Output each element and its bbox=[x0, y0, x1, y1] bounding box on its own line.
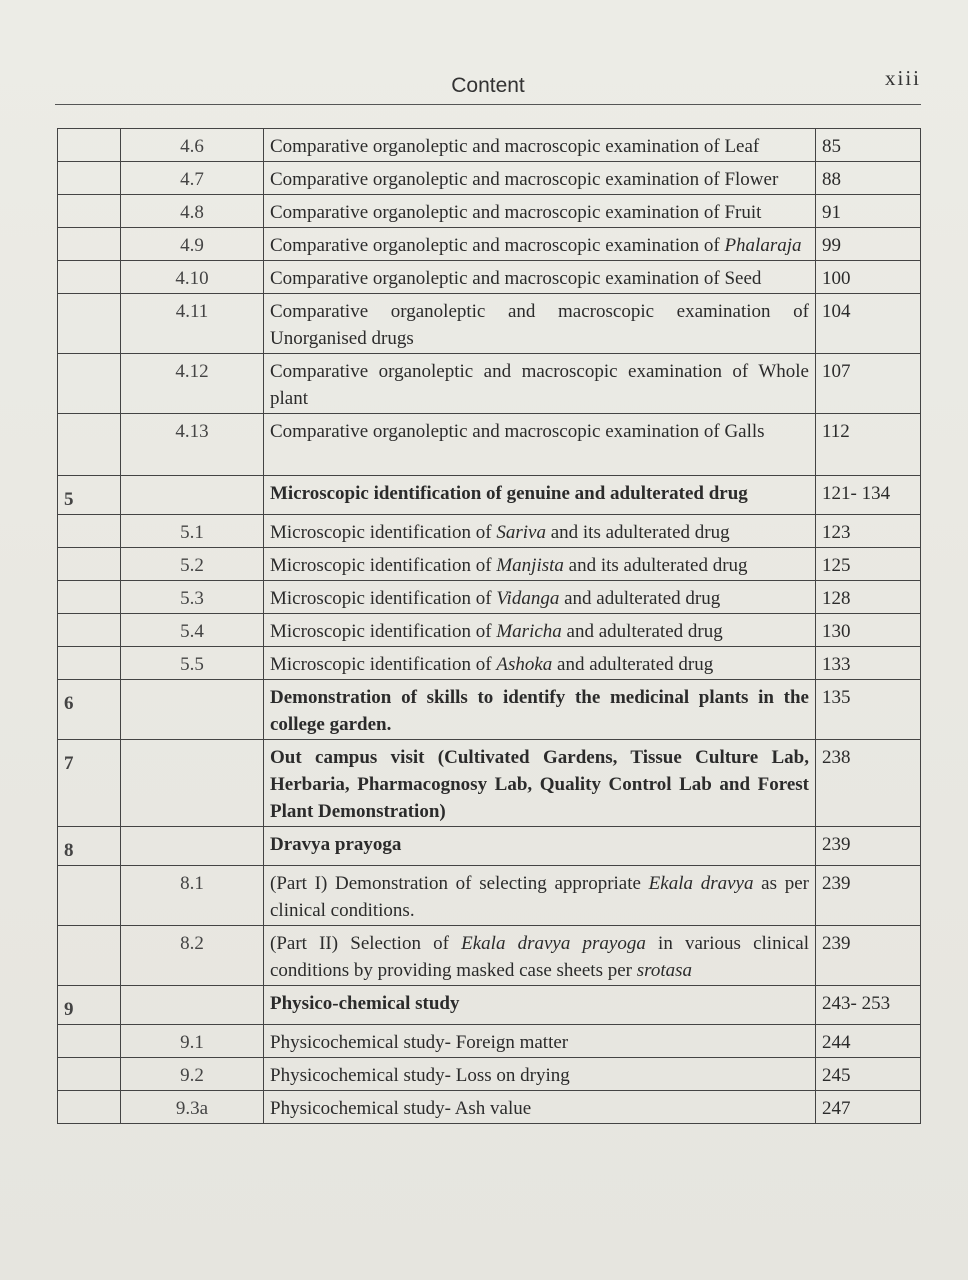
page-ref: 100 bbox=[816, 261, 921, 294]
section-number: 8.2 bbox=[121, 926, 264, 986]
chapter-title: Microscopic identification of genuine and adulterated drug bbox=[264, 476, 816, 515]
title-italic: Vidanga bbox=[496, 588, 560, 609]
table-row bbox=[58, 647, 921, 680]
running-title: Content bbox=[451, 74, 525, 97]
title-text: Microscopic identification of bbox=[270, 654, 497, 675]
section-number: 4.9 bbox=[121, 228, 264, 261]
section-number: 4.10 bbox=[121, 261, 264, 294]
page-ref: 130 bbox=[816, 614, 921, 647]
page-ref: 245 bbox=[816, 1058, 921, 1091]
title-text: and its adulterated drug bbox=[545, 522, 730, 543]
section-number: 8.1 bbox=[121, 866, 264, 926]
page-ref: 128 bbox=[816, 581, 921, 614]
page-ref: 244 bbox=[816, 1025, 921, 1058]
entry-title bbox=[264, 228, 816, 261]
chapter-cell bbox=[58, 354, 121, 414]
chapter-cell bbox=[58, 195, 121, 228]
page-ref: 91 bbox=[816, 195, 921, 228]
chapter-cell bbox=[58, 926, 121, 986]
page-ref: 88 bbox=[816, 162, 921, 195]
page-ref: 133 bbox=[816, 647, 921, 680]
entry-title bbox=[264, 866, 816, 926]
chapter-cell bbox=[58, 515, 121, 548]
title-text: (Part II) Selection of bbox=[270, 933, 462, 954]
title-text: in various clinical conditions by providing masked case sheets per bbox=[270, 933, 810, 981]
entry-title bbox=[264, 647, 816, 680]
page-ref: 104 bbox=[816, 294, 921, 354]
table-row bbox=[58, 1058, 921, 1091]
entry-title bbox=[264, 581, 816, 614]
title-text: Microscopic identification of bbox=[270, 522, 497, 543]
chapter-cell bbox=[58, 1091, 121, 1124]
chapter-number: 8 bbox=[58, 827, 121, 866]
chapter-cell bbox=[58, 129, 121, 162]
page-ref: 121- 134 bbox=[816, 476, 921, 515]
page-ref: 239 bbox=[816, 866, 921, 926]
chapter-title: Dravya prayoga bbox=[264, 827, 816, 866]
entry-title: Comparative organoleptic and macroscopic examination of Galls bbox=[264, 414, 816, 476]
section-number: 4.11 bbox=[121, 294, 264, 354]
table-row bbox=[58, 680, 921, 740]
table-row bbox=[58, 294, 921, 354]
table-row bbox=[58, 614, 921, 647]
section-number: 4.13 bbox=[121, 414, 264, 476]
section-number bbox=[121, 986, 264, 1025]
table-row bbox=[58, 261, 921, 294]
title-italic: Manjista bbox=[496, 555, 564, 576]
section-number: 9.2 bbox=[121, 1058, 264, 1091]
title-italic: Maricha bbox=[496, 621, 562, 642]
table-row bbox=[58, 195, 921, 228]
chapter-cell bbox=[58, 162, 121, 195]
chapter-cell bbox=[58, 228, 121, 261]
table-row bbox=[58, 228, 921, 261]
page-ref: 135 bbox=[816, 680, 921, 740]
chapter-title: Demonstration of skills to identify the medicinal plants in the college garden. bbox=[264, 680, 816, 740]
table-row bbox=[58, 581, 921, 614]
title-text: and adulterated drug bbox=[559, 588, 721, 609]
table-row bbox=[58, 926, 921, 986]
entry-title: Comparative organoleptic and macroscopic examination of Leaf bbox=[264, 129, 816, 162]
title-italic: Ashoka bbox=[496, 654, 553, 675]
page-ref: 85 bbox=[816, 129, 921, 162]
entry-title: Physicochemical study- Foreign matter bbox=[264, 1025, 816, 1058]
entry-title bbox=[264, 614, 816, 647]
section-number bbox=[121, 740, 264, 827]
entry-title: Comparative organoleptic and macroscopic examination of Whole plant bbox=[264, 354, 816, 414]
section-number: 5.1 bbox=[121, 515, 264, 548]
chapter-number: 6 bbox=[58, 680, 121, 740]
page-ref: 239 bbox=[816, 827, 921, 866]
chapter-number: 7 bbox=[58, 740, 121, 827]
page-ref: 123 bbox=[816, 515, 921, 548]
title-text: (Part I) Demonstration of selecting appropriate bbox=[270, 873, 649, 894]
table-row bbox=[58, 548, 921, 581]
chapter-number: 9 bbox=[58, 986, 121, 1025]
chapter-cell bbox=[58, 647, 121, 680]
chapter-cell bbox=[58, 294, 121, 354]
entry-title: Physicochemical study- Loss on drying bbox=[264, 1058, 816, 1091]
title-text: and its adulterated drug bbox=[563, 555, 748, 576]
title-text: Microscopic identification of bbox=[270, 588, 497, 609]
page-ref: 243- 253 bbox=[816, 986, 921, 1025]
section-number: 9.3a bbox=[121, 1091, 264, 1124]
title-text: as per clinical conditions. bbox=[270, 873, 809, 921]
table-row bbox=[58, 129, 921, 162]
title-text: Comparative organoleptic and macroscopic examination of bbox=[270, 235, 725, 256]
chapter-cell bbox=[58, 261, 121, 294]
section-number: 5.4 bbox=[121, 614, 264, 647]
section-number bbox=[121, 476, 264, 515]
section-number: 4.6 bbox=[121, 129, 264, 162]
table-row bbox=[58, 986, 921, 1025]
section-number bbox=[121, 827, 264, 866]
page-ref: 112 bbox=[816, 414, 921, 476]
chapter-cell bbox=[58, 414, 121, 476]
entry-title bbox=[264, 515, 816, 548]
chapter-cell bbox=[58, 581, 121, 614]
page-ref: 239 bbox=[816, 926, 921, 986]
section-number: 4.12 bbox=[121, 354, 264, 414]
title-italic: Ekala dravya prayoga bbox=[461, 933, 646, 954]
table-row bbox=[58, 866, 921, 926]
page-ref: 247 bbox=[816, 1091, 921, 1124]
entry-title: Comparative organoleptic and macroscopic examination of Unorganised drugs bbox=[264, 294, 816, 354]
table-row bbox=[58, 515, 921, 548]
table-row bbox=[58, 414, 921, 476]
title-italic: Sariva bbox=[496, 522, 546, 543]
page-ref: 238 bbox=[816, 740, 921, 827]
table-row bbox=[58, 354, 921, 414]
table-row bbox=[58, 1091, 921, 1124]
chapter-cell bbox=[58, 866, 121, 926]
table-row bbox=[58, 740, 921, 827]
title-text: and adulterated drug bbox=[561, 621, 723, 642]
title-italic: srotasa bbox=[636, 960, 692, 981]
table-row bbox=[58, 476, 921, 515]
title-text: Microscopic identification of bbox=[270, 555, 497, 576]
page-ref: 99 bbox=[816, 228, 921, 261]
chapter-cell bbox=[58, 614, 121, 647]
chapter-cell bbox=[58, 1058, 121, 1091]
chapter-number: 5 bbox=[58, 476, 121, 515]
chapter-title: Out campus visit (Cultivated Gardens, Tissue Culture Lab, Herbaria, Pharmacognosy Lab, Quality Control Lab and Forest Plant Demonstration) bbox=[264, 740, 816, 827]
entry-title bbox=[264, 926, 816, 986]
table-row bbox=[58, 827, 921, 866]
entry-title: Comparative organoleptic and macroscopic examination of Seed bbox=[264, 261, 816, 294]
section-number: 5.3 bbox=[121, 581, 264, 614]
chapter-title: Physico-chemical study bbox=[264, 986, 816, 1025]
table-row bbox=[58, 1025, 921, 1058]
section-number bbox=[121, 680, 264, 740]
section-number: 4.7 bbox=[121, 162, 264, 195]
title-text: and adulterated drug bbox=[552, 654, 714, 675]
table-row bbox=[58, 162, 921, 195]
entry-title: Comparative organoleptic and macroscopic examination of Flower bbox=[264, 162, 816, 195]
entry-title: Physicochemical study- Ash value bbox=[264, 1091, 816, 1124]
chapter-cell bbox=[58, 548, 121, 581]
entry-title bbox=[264, 548, 816, 581]
section-number: 9.1 bbox=[121, 1025, 264, 1058]
title-italic: Phalaraja bbox=[724, 235, 802, 256]
contents-table bbox=[57, 128, 921, 1124]
title-text: Microscopic identification of bbox=[270, 621, 497, 642]
page-ref: 107 bbox=[816, 354, 921, 414]
section-number: 4.8 bbox=[121, 195, 264, 228]
section-number: 5.2 bbox=[121, 548, 264, 581]
page-number: xiii bbox=[884, 66, 921, 90]
entry-title: Comparative organoleptic and macroscopic examination of Fruit bbox=[264, 195, 816, 228]
section-number: 5.5 bbox=[121, 647, 264, 680]
chapter-cell bbox=[58, 1025, 121, 1058]
page-ref: 125 bbox=[816, 548, 921, 581]
title-italic: Ekala dravya bbox=[648, 873, 754, 894]
page-header bbox=[55, 66, 921, 105]
